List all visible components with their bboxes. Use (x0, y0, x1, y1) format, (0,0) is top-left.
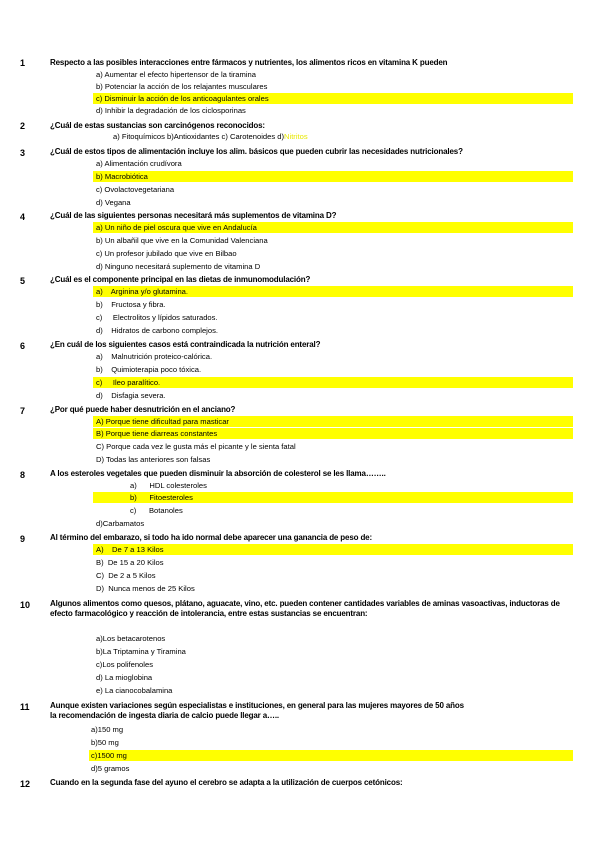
answer-option: c) Ileo paralítico. (96, 378, 161, 387)
question-number: 9 (20, 534, 26, 544)
answer-option: c) Un profesor jubilado que vive en Bilbao (96, 249, 237, 258)
answer-option: a) Malnutrición proteico-calórica. (96, 352, 213, 361)
answer-option-correct: Nitritos (284, 132, 308, 141)
question-number: 11 (20, 702, 30, 712)
answer-option: d) Disfagia severa. (96, 391, 166, 400)
answer-option: D) Nunca menos de 25 Kilos (96, 584, 195, 593)
answer-option: a) Aumentar el efecto hipertensor de la tiramina (96, 70, 256, 79)
answer-option: c) Ovolactovegetariana (96, 185, 175, 194)
question-text: Cuando en la segunda fase del ayuno el cerebro se adapta a la utilización de cuerpos cetónicos: (50, 778, 403, 787)
answer-option: a) Fitoquímicos (113, 132, 165, 141)
answer-option: b) Quimioterapia poco tóxica. (96, 365, 202, 374)
answer-option: a) Alimentación crudívora (96, 159, 182, 168)
answer-option: D) Todas las anteriores son falsas (96, 455, 211, 464)
inline-options (113, 131, 308, 142)
question-text: ¿Cuál es el componente principal en las dietas de inmunomodulación? (50, 275, 311, 284)
answer-option: d) Ninguno necesitará suplemento de vitamina D (96, 262, 261, 271)
answer-option: b)Antioxidantes (167, 132, 220, 141)
answer-highlight (93, 544, 573, 555)
answer-option: c) Disminuir la acción de los anticoagulantes orales (96, 94, 269, 103)
question-number: 6 (20, 341, 26, 351)
question-number: 5 (20, 276, 26, 286)
answer-option: d) Hidratos de carbono complejos. (96, 326, 218, 335)
answer-highlight (89, 750, 573, 761)
answer-option: d)5 gramos (91, 764, 130, 773)
answer-option: c)1500 mg (91, 751, 127, 760)
answer-option: b) Macrobiótica (96, 172, 148, 181)
answer-option: c)Los polifenoles (96, 660, 153, 669)
answer-option: a)Los betacarotenos (96, 634, 166, 643)
question-text: Al término del embarazo, si todo ha ido normal debe aparecer una ganancia de peso de: (50, 533, 372, 542)
question-text: ¿Cuál de las siguientes personas necesitará más suplementos de vitamina D? (50, 211, 337, 220)
question-number: 10 (20, 600, 31, 610)
question-text: Algunos alimentos como quesos, plátano, aguacate, vino, etc. pueden contener cantidades variables de aminas vasoactivas, inductoras de efecto farmacológico y reacción de intolerancia, entre estas sustancias se encuentran: (50, 599, 560, 618)
question-text: Aunque existen variaciones según especialistas e instituciones, en general para las mujeres mayores de 50 años la recomendación de ingesta diaria de calcio puede llegar a….. (50, 701, 464, 720)
answer-option: d) Vegana (96, 198, 131, 207)
question-text: ¿En cuál de los siguientes casos está contraindicada la nutrición enteral? (50, 340, 321, 349)
answer-option: a)150 mg (91, 725, 124, 734)
answer-option: d) La mioglobina (96, 673, 153, 682)
question-number: 1 (20, 58, 26, 68)
answer-option: a) Arginina y/o glutamina. (96, 287, 189, 296)
answer-option: b) Un albañil que vive en la Comunidad Valenciana (96, 236, 268, 245)
answer-option: c) Botanoles (130, 506, 183, 515)
answer-option: a) HDL colesteroles (130, 481, 207, 490)
answer-option: d)Carbamatos (96, 519, 145, 528)
answer-highlight (93, 171, 573, 182)
answer-option: d) (277, 132, 285, 141)
answer-option: b)50 mg (91, 738, 119, 747)
answer-option: b)La Triptamina y Tiramina (96, 647, 186, 656)
question-number: 3 (20, 148, 26, 158)
answer-option: b) Potenciar la acción de los relajantes musculares (96, 82, 268, 91)
answer-option: b) Fitoesteroles (130, 493, 193, 502)
question-number: 7 (20, 406, 26, 416)
answer-option: A) De 7 a 13 Kilos (96, 545, 164, 554)
question-text: Respecto a las posibles interacciones entre fármacos y nutrientes, los alimentos ricos en vitamina K pueden (50, 58, 448, 67)
answer-option: b) Fructosa y fibra. (96, 300, 166, 309)
answer-option: c) Electrolitos y lípidos saturados. (96, 313, 218, 322)
answer-option: e) La cianocobalamina (96, 686, 173, 695)
question-text: ¿Por qué puede haber desnutrición en el anciano? (50, 405, 236, 414)
question-number: 8 (20, 470, 26, 480)
question-text: ¿Cuál de estos tipos de alimentación incluye los alim. básicos que pueden cubrir las necesidades nutricionales? (50, 147, 463, 156)
question-number: 12 (20, 779, 31, 789)
question-text: ¿Cuál de estas sustancias son carcinógenos reconocidos: (50, 121, 265, 130)
answer-option: c) Carotenoides (221, 132, 276, 141)
answer-option: C) Porque cada vez le gusta más el picante y le sienta fatal (96, 442, 296, 451)
question-number: 2 (20, 121, 26, 131)
question-text: A los esteroles vegetales que pueden disminuir la absorción de colesterol se les llama…….. (50, 469, 386, 478)
answer-option: B) Porque tiene diarreas constantes (96, 429, 218, 438)
answer-option: A) Porque tiene dificultad para masticar (96, 417, 229, 426)
question-number: 4 (20, 212, 26, 222)
answer-option: B) De 15 a 20 Kilos (96, 558, 164, 567)
answer-option: C) De 2 a 5 Kilos (96, 571, 156, 580)
answer-option: d) Inhibir la degradación de los ciclosporinas (96, 106, 246, 115)
answer-highlight (93, 377, 573, 388)
answer-option: a) Un niño de piel oscura que vive en Andalucía (96, 223, 257, 232)
